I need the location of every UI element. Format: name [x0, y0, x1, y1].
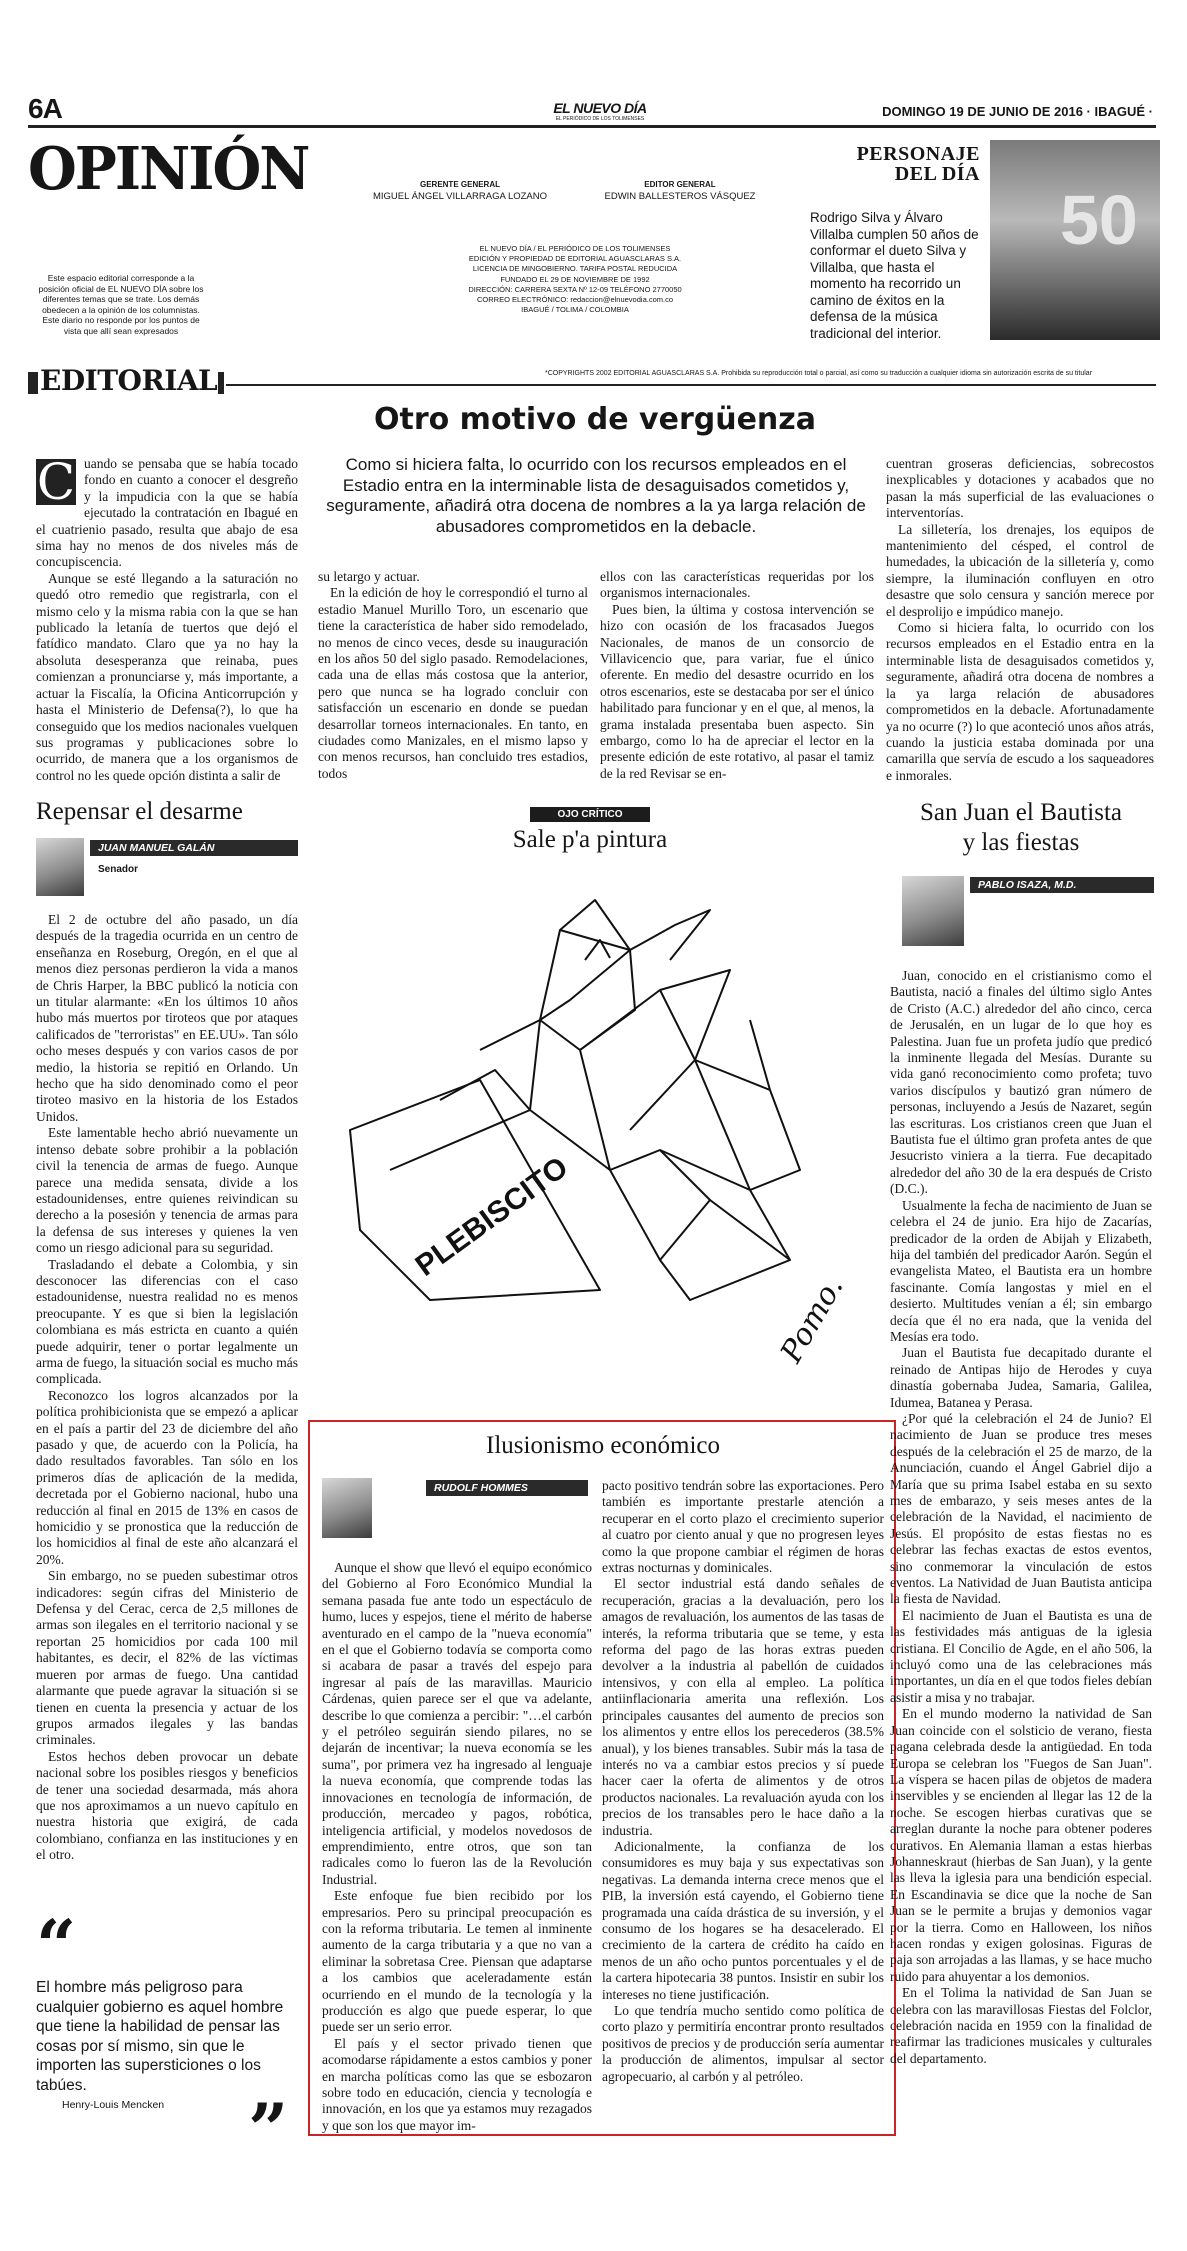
editorial-label-bar-left [28, 372, 38, 394]
editorial-label: EDITORIAL [40, 364, 218, 397]
personaje-photo: 50 [990, 140, 1160, 340]
editorial-dropcap: C [36, 453, 76, 511]
newspaper-logo: EL NUEVO DÍA EL PERIÓDICO DE LOS TOLIMENSES [553, 100, 647, 122]
editor-block: EDITOR GENERAL EDWIN BALLESTEROS VÁSQUEZ [604, 180, 756, 202]
left-column-title: Repensar el desarme [36, 798, 243, 825]
cartoon-drawing [330, 870, 870, 1390]
colophon: EL NUEVO DÍA / EL PERIÓDICO DE LOS TOLIMENSES EDICIÓN Y PROPIEDAD DE EDITORIAL AGUASCLARAS S.A. LICENCIA DE MINGOBIERNO. TARIFA POSTAL REDUCIDA FUNDADO EL 29 DE NOVIEMBRE DE 1992 DIRECCIÓN: CARRERA SEXTA Nº 12-09 TELÉFONO 2770050 CORREO ELECTRÓNICO: redaccion@elnuevodia.com.co IBAGUÉ / TOLIMA / COLOMBIA [468, 244, 682, 315]
editorial-column-1: C uando se pensaba que se había tocado fondo en cuanto a conocer el desgreño y la impudicia con la que se había ejecutado la contratación en Ibagué en el cuatrienio pasado, resulta que abajo de esa sima hay no menos de dos niveles más de concupiscencia. Aunque se esté llegando a la saturación no quedó otro remedio que registrarla, con el mismo celo y la misma rabia con la que se han publicado la letanía de tuertos que dejó el fatídico mandato. Claro que ya no hay la absoluta desesperanza que reinaba, pues comienzan a pronunciarse y, más importante, a actuar la Fiscalía, la Oficina Anticorrupción y hasta el Ministerio de Defensa(?), lo que ha conseguido que los medios nacionales vuelquen sus programas y publicaciones sobre lo ocurrido, de manera que a los organismos de control no les quede opción distinta a salir de [36, 453, 298, 783]
editorial-disclaimer: Este espacio editorial corresponde a la posición oficial de EL NUEVO DÍA sobre los diferentes temas que se trate. Los demás obedecen a la opinión de los columnistas. Este diario no responde por los puntos de vista que allí sean expresados [38, 273, 204, 336]
author-photo-galan [36, 838, 84, 896]
quote-author: Henry-Louis Mencken [62, 2099, 165, 2111]
author-role-galan: Senador [98, 864, 139, 875]
center-column-title: Ilusionismo económico [486, 1432, 720, 1459]
personaje-text: Rodrigo Silva y Álvaro Villalba cumplen 50 años de conformar el dueto Silva y Villalba, que hasta el momento ha recorrido un camino de éxitos en la defensa de la música tradicional del interior. [810, 210, 979, 341]
right-column-title: San Juan el Bautista y las fiestas [919, 799, 1123, 856]
author-photo-hommes [322, 1478, 372, 1538]
author-photo-isaza [902, 876, 964, 946]
center-column-2: pacto positivo tendrán sobre las exportaciones. Pero también es importante prestarle atención a recuperar en el corto plazo el crecimiento superior al cuatro por ciento anual y que no progresen leyes como la que propone cambiar el régimen de horas extras nocturnas y dominicales. El sector industrial está dando señales de recuperación, gracias a la devaluación, pero los amagos de revaluación, los aumentos de las tasas de interés, la reforma tributaria que se teme, y esta reforma del pago de las horas extras pueden devolver a la industria al pabellón de cuidados intensivos, y con ella al empleo. La política antiinflacionaria amerita una reflexión. Los principales causantes del aumento de precios son los alimentos y entre ellos los perecederos (38.5% anual), y los bienes transables. Subir más la tasa de interés no va a cambiar estos precios y sí puede hacer caer la oferta de alimentos y de otros productos nacionales. La revaluación ayuda con los precios de los transables pero le hace daño a la industria. Adicionalmente, la confianza de los consumidores es muy baja y sus expectativas son negativas. La demanda interna crece menos que el PIB, la inversión está cayendo, el Gobierno tiene programada una caída drástica de su inversión, y el consumo de los hogares se ha desacelerado. El crecimiento de la cartera de crédito ha caído en menos de un año ocho puntos porcentuales y el de la cartera hipotecaria 38 puntos. Insistir en subir los intereses no tiene justificación. Lo que tendría mucho sentido como política de corto plazo y permitiría encontrar pronto resultados positivos de precios y de producción sería aumentar la producción de alimentos, impulsar al sector agropecuario, al carbón y al petróleo. [602, 1478, 884, 2084]
section-title: OPINIÓN [28, 134, 309, 204]
editorial-column-2: su letargo y actuar. En la edición de hoy le correspondió el turno al estadio Manuel Murillo Toro, un escenario que tiene la característica de haber sido remodelado, no menos de cinco veces, desde su inauguración en los años 50 del siglo pasado. Remodelaciones, cada una de ellas más costosa que la anterior, pero que nunca se ha logrado concluir con satisfacción un escenario en donde se puedan desarrollar torneos internacionales. En tanto, en ciudades como Manizales, en el mismo lapso y con menos recursos, han concluido tres estadios, todos [318, 569, 588, 781]
personaje-label: PERSONAJE DEL DÍA [856, 143, 980, 185]
author-bar-galan: JUAN MANUEL GALÁN [90, 840, 298, 856]
cartoon-title: Sale p'a pintura [512, 826, 668, 853]
page-date: DOMINGO 19 DE JUNIO DE 2016 · IBAGUÉ · [882, 104, 1153, 119]
editorial-title: Otro motivo de vergüenza [373, 402, 816, 437]
author-bar-hommes: RUDOLF HOMMES [426, 1480, 588, 1496]
cartoon-signature: Pomo. [773, 1270, 851, 1369]
copyright-note: *COPYRIGHTS 2002 EDITORIAL AGUASCLARAS S.A. Prohibida su reproducción total o parcial, así como su traducción a cualquier idioma sin autorización escrita de su titular [545, 370, 1093, 377]
manager-block: GERENTE GENERAL MIGUEL ÁNGEL VILLARRAGA LOZANO [372, 180, 548, 202]
author-bar-isaza: PABLO ISAZA, M.D. [970, 877, 1154, 893]
quote-open-icon: “ [36, 1904, 77, 1987]
center-column-1: Aunque el show que llevó el equipo económico del Gobierno al Foro Económico Mundial la semana pasada fue ante todo un espectáculo de humo, luces y espejos, tiene el mérito de haberse aventurado en el campo de la "nueva economía" en el que el Gobierno todavía se comporta como si acabara de pasar a través del espejo para ingresar al país de las maravillas. Mauricio Cárdenas, quien parece ser el que va adelante, describe lo que comienza a percibir: "…el carbón y el petróleo seguirán siendo pilares, no se dejarán de incentivar; la nueva economía se les suma", por primera vez ha ingresado al lenguaje la nueva economía, que comprende todas las innovaciones en tecnología de información, de producción, mercadeo y pagos, robótica, inteligencia artificial, y modelos novedosos de emprendimiento, entre otros, que son tan radicales como lo fueron las de la Revolución Industrial. Este enfoque fue bien recibido por los empresarios. Pero su principal preocupación es con la reforma tributaria. Le temen al inminente aumento de la carga tributaria y a que no van a eliminar la sobretasa Cree. Piensan que adaptarse a los cambios que aceleradamente están ocurriendo en el mundo de la tecnología y la producción es algo que puede esperar, lo que puede ser un serio error. El país y el sector privado tienen que acomodarse rápidamente a estos cambios y poner en marcha políticas como las que se esbozaron sobre todo en educación, ciencia y tecnología e innovación, en los que ya estamos muy rezagados y que son los que mayor im- [322, 1560, 592, 2133]
left-column-body: El 2 de octubre del año pasado, un día después de la tragedia ocurrida en un centro de enseñanza en Roseburg, Oregón, en el que al menos diez personas perdieron la vida a manos de Chris Harper, la BBC publicó la noticia con un titular alarmante: «En los últimos 10 años hubo más muertos por tiroteos que por ataques calificados de "terroristas" en EE.UU». Tan sólo ocho meses después y con varios casos de por medio, la historia se repitió en Orlando. Un hecho que ha sido denominado como el peor tiroteo masivo en la historia de los Estados Unidos. Este lamentable hecho abrió nuevamente un intenso debate sobre prohibir a la población civil la tenencia de armas de fuego. Aunque parece una medida sensata, divide a los estadounidenses, entre quienes reivindican su derecho a la posesión y tenencia de armas para la defensa de sus intereses y quienes la ven como un riesgo adicional para su seguridad. Trasladando el debate a Colombia, y sin desconocer las diferencias con el caso estadounidense, nuestra realidad no es menos preocupante. Y es que si bien la legislación colombiana es más estricta en cuanto a quién puede adquirir, tener o portar legalmente un arma de fuego, la situación social es mucho más complicada. Reconozco los logros alcanzados por la política prohibicionista que se empezó a aplicar en el país a partir del 23 de diciembre del año pasado y que, de acuerdo con la Policía, ha dado resultados favorables. Tan sólo en los primeros días de aplicación de la medida, decretada por el Gobierno nacional, hubo una reducción al final en 2015 de 13% en casos de homicidio y se pronostica que la reducción de los homicidios al final de este año alcanzará el 20%. Sin embargo, no se pueden subestimar otros indicadores: según cifras del Ministerio de Defensa y del Cerac, cerca de 2,5 millones de armas son ilegales en el territorio nacional y se reportan 25 homicidios por cada 100 mil habitantes, es decir, el 82% de las víctimas mueren por armas de fuego. Una cantidad alarmante que puede agravar la situación si se tienen en cuenta la presencia y actuar de los grupos armados ilegales y las bandas criminales. Estos hechos deben provocar un debate nacional sobre los posibles riesgos y beneficios de tener una sociedad desarmada, más ahora que nos aproximamos a un nuevo capítulo en nuestra historia que exigirá, de cada colombiano, confianza en las instituciones y en el otro. [36, 912, 298, 1863]
quote-close-icon: ” [248, 2088, 289, 2171]
cartoon-label: OJO CRÍTICO [530, 807, 650, 822]
cartoon-sign-text: PLEBISCITO [409, 1150, 575, 1283]
editorial-column-4: cuentran groseras deficiencias, sobrecostos inexplicables y dotaciones y acabados que no pasan la más superficial de las evaluaciones o interventorías. La silletería, los drenajes, los equipos de mantenimiento del césped, el control de humedades, la ubicación de la silletería y, como siempre, la iluminación confluyen en otro desastre que solo censura y sanción merece por el desprolijo e impúdico manejo. Como si hiciera falta, lo ocurrido con los recursos empleados en el Estadio entra en la interminable lista de desaguisados cometidos y, seguramente, añadirá otra docena de nombres a la ya larga relación de abusadores comprometidos en la debacle. Afortunadamente ya no ocurre (?) lo que aconteció unos años atrás, cuando la justicia estaba dominada por una camarilla que servía de escudo a los saqueadores e inmorales. [886, 456, 1154, 783]
editorial-lede: Como si hiciera falta, lo ocurrido con los recursos empleados en el Estadio entra en la interminable lista de desaguisados cometidos y, seguramente, añadirá otra docena de nombres a la ya larga relación de abusadores comprometidos en la debacle. [326, 455, 866, 536]
pull-quote: El hombre más peligroso para cualquier gobierno es aquel hombre que tiene la habilidad de pensar las cosas por sí mismo, sin que le importen las supersticiones o los tabúes. [36, 1979, 284, 2094]
editorial-column-3: ellos con las características requeridas por los organismos internacionales. Pues bien, la última y costosa intervención se hizo con ocasión de los fracasados Juegos Nacionales, de manos de un consorcio de Villavicencio que, para variar, fue el único oferente. En medio del desastre ocurrido en los otros escenarios, este se destacaba por ser el único habilitado para funcionar y en el que, al menos, la grama instalada presentaba buen aspecto. Sin embargo, como lo ha de apreciar el lector en la presente edición de este rotativo, al pasar el tamiz de la red Revisar se en- [600, 569, 874, 781]
editorial-rule [226, 384, 1156, 386]
page-number: 6A [28, 93, 62, 124]
right-column-body: Juan, conocido en el cristianismo como el Bautista, nació a finales del último siglo Antes de Cristo (A.C.) alrededor del año cinco, cerca de Jerusalén, en un lugar de lo que hoy es Palestina. Juan fue un profeta judío que predicó la inminente llegada del Mesías. Durante su vida ganó reconocimiento como profeta; tuvo varios discípulos y bautizó gran número de personas, incluyendo a Jesús de Nazaret, según las escrituras. Los cristianos creen que Juan el Bautista fue el último gran profeta antes de que Jesucristo viniera a la tierra. Fue decapitado alrededor del año 30 de la era después de Cristo (D.C.). Usualmente la fecha de nacimiento de Juan se celebra el 24 de junio. Era hijo de Zacarías, predicador de la orden de Abijah y Elizabeth, hija del también del predicador Aarón. Según el evangelista Mateo, el Bautista era un hombre fascinante. Comía langostas y miel en el desierto. Multitudes venían a él; sin embargo decía que él no era nada, que la venida del Mesías era todo. Juan el Bautista fue decapitado durante el reinado de Antipas hijo de Herodes y cuya dinastía gobernaba Judea, Samaria, Galilea, Idumea, Batanea y Perasa. ¿Por qué la celebración el 24 de Junio? El nacimiento de Juan se produce tres meses después de la celebración el 25 de marzo, de la Anunciación, cuando el Ángel Gabriel dijo a María que su prima Isabel estaba en su sexto mes de embarazo, y seis meses antes de la celebración de la Navidad, el nacimiento de Jesús. El propósito de estas fiestas no es celebrar las fechas exactas de estos eventos, sino conmemorar la vinculación de estos eventos. La Natividad de Juan Bautista anticipa la fiesta de Navidad. El nacimiento de Juan el Bautista es una de las festividades más antiguas de la iglesia cristiana. El Concilio de Agde, en el año 506, la incluyó como una de las celebraciones más importantes, un día en el que todos fieles debían asistir a misa y no trabajar. En el mundo moderno la natividad de San Juan coincide con el solsticio de verano, fiesta pagana celebrada desde la antigüedad. En toda Europa se celebran los "Fuegos de San Juan". La víspera se hacen pilas de objetos de madera inservibles y se encienden al llegar las 12 de la noche. Se escogen hierbas curativas que se arreglan durante la noche para obtener poderes curativos. En Alemania llaman a estas hierbas Johanneskraut (hierbas de San Juan), y la gente las lleva la iglesia para una bendición especial. En Escandinavia se dice que la noche de San Juan se le permite a brujas y demonios vagar por la tierra. Como en Halloween, los niños hacen rondas y exigen golosinas. Figuras de paja son arrojadas a las llamas, y se hace mucho ruido para ahuyentar a los demonios. En el Tolima la natividad de San Juan se celebra con las maravillosas Fiestas del Folclor, celebración nacida en 1959 con la finalidad de reafirmar las tradiciones musicales y culturales del departamento. [890, 968, 1152, 2066]
header-rule [28, 125, 1156, 128]
editorial-label-bar-right [218, 372, 224, 394]
